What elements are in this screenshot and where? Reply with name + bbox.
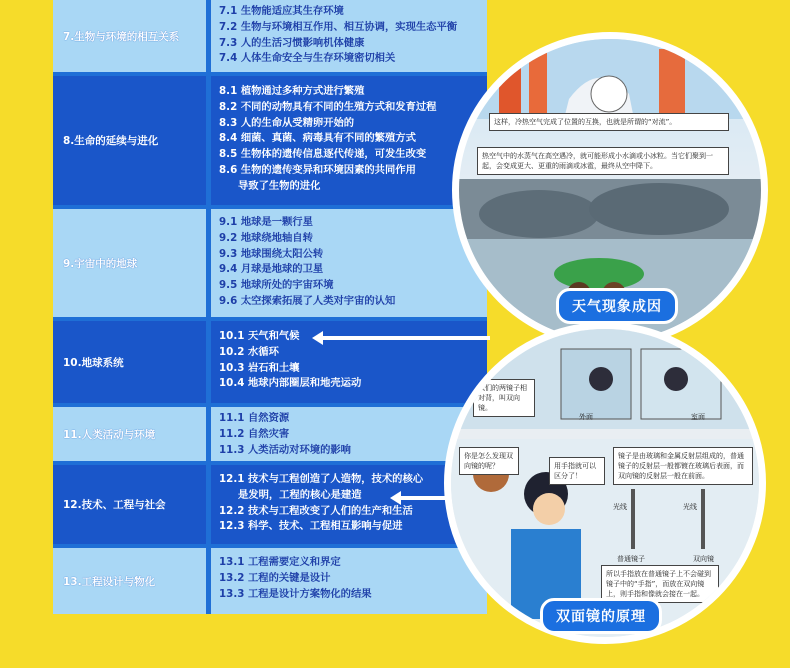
panel-label: 室面 [691,413,705,421]
list-item: 11.1 自然资源 [219,412,290,424]
list-item: 8.4 细菌、真菌、病毒具有不同的繁殖方式 [219,132,416,145]
list-item: 10.3 岩石和土壤 [219,361,300,374]
list-item: 7.3 人的生活习惯影响机体健康 [219,36,365,49]
list-item: 7.1 生物能适应其生存环境 [219,5,344,17]
list-item: 导致了生物的进化 [238,179,321,192]
list-item: 8.3 人的生命从受精卵开始的 [219,116,355,129]
list-item: 10.1 天气和气候 [219,330,300,342]
mirror-badge: 双面镜的原理 [540,598,662,634]
row-10 [53,321,487,403]
list-item: 11.3 人类活动对环境的影响 [219,443,351,456]
row-13 [53,548,487,614]
diagram-label: 普通镜子 [617,555,645,563]
list-item: 9.1 地球是一颗行星 [219,216,313,228]
list-item: 8.2 不同的动物具有不同的生殖方式和发育过程 [219,100,437,113]
list-item: 11.2 自然灾害 [219,427,290,440]
row-title: 13.工程设计与物化 [63,575,156,588]
speech-bubble: 我们的两镜子相对背，叫双向镜。 [473,379,535,417]
mirror-comic-illustration [444,322,766,644]
diagram-label: 光线 [683,503,697,511]
row-title: 10.地球系统 [63,356,124,369]
row-title: 8.生命的延续与进化 [63,135,159,147]
list-item: 12.1 技术与工程创造了人造物，技术的核心 [219,473,424,485]
row-title: 12.技术、工程与社会 [63,499,166,511]
row-title: 9.宇宙中的地球 [63,257,138,270]
list-item: 10.4 地球内部圈层和地壳运动 [219,377,362,390]
row-12 [53,465,487,544]
list-item: 13.1 工程需要定义和界定 [219,556,341,568]
list-item: 8.5 生物体的遗传信息逐代传递，可发生改变 [219,148,427,161]
list-item: 9.3 地球围绕太阳公转 [219,247,324,260]
diagram-label: 双向镜 [693,555,714,563]
comic-caption: 这样，冷热空气完成了位置的互换，也就是所谓的“对流”。 [489,113,729,131]
list-item: 8.1 植物通过多种方式进行繁殖 [219,85,365,97]
row-8 [53,76,487,205]
weather-badge: 天气现象成因 [556,288,678,324]
list-item: 10.2 水循环 [219,345,279,358]
speech-bubble: 你是怎么发现双向镜的呢？ [459,447,519,475]
comic-caption: 热空气中的水蒸气在高空遇冷，就可能形成小水滴或小冰粒。当它们聚到一起，会变成更大、更重的雨滴或冰雹，最终从空中降下。 [477,147,729,175]
panel-label: 外面 [579,413,593,421]
row-11 [53,407,487,461]
list-item: 7.2 生物与环境相互作用、相互协调，实现生态平衡 [219,20,458,33]
list-item: 9.6 太空探索拓展了人类对宇宙的认知 [219,294,396,307]
row-7 [53,0,487,72]
list-item: 8.6 生物的遗传变异和环境因素的共同作用 [219,163,416,176]
comic-caption: 所以手指放在普通镜子上不会碰到镜子中的“手指”，而放在双向镜上，则手指和像就会接在一起。 [601,565,719,603]
list-item: 是发明，工程的核心是建造 [238,488,362,501]
list-item: 12.3 科学、技术、工程相互影响与促进 [219,520,403,533]
list-item: 7.4 人体生命安全与生存环境密切相关 [219,52,396,65]
row-9 [53,209,487,317]
list-item: 9.5 地球所处的宇宙环境 [219,279,334,292]
diagram-label: 光线 [613,503,627,511]
row-title: 7.生物与环境的相互关系 [63,30,180,43]
row-title: 11.人类活动与环境 [63,428,156,441]
curriculum-table [53,0,487,614]
list-item: 13.3 工程是设计方案物化的结果 [219,587,372,600]
comic-caption: 镜子是由玻璃和金属反射层组成的，普通镜子的反射层一般都镀在玻璃后表面，而双向镜的反射层一般在前面。 [613,447,753,485]
list-item: 9.4 月球是地球的卫星 [219,263,324,276]
speech-bubble: 用手指就可以区分了！ [549,457,605,485]
list-item: 9.2 地球绕地轴自转 [219,231,313,244]
list-item: 13.2 工程的关键是设计 [219,571,331,584]
list-item: 12.2 技术与工程改变了人们的生产和生活 [219,504,413,517]
